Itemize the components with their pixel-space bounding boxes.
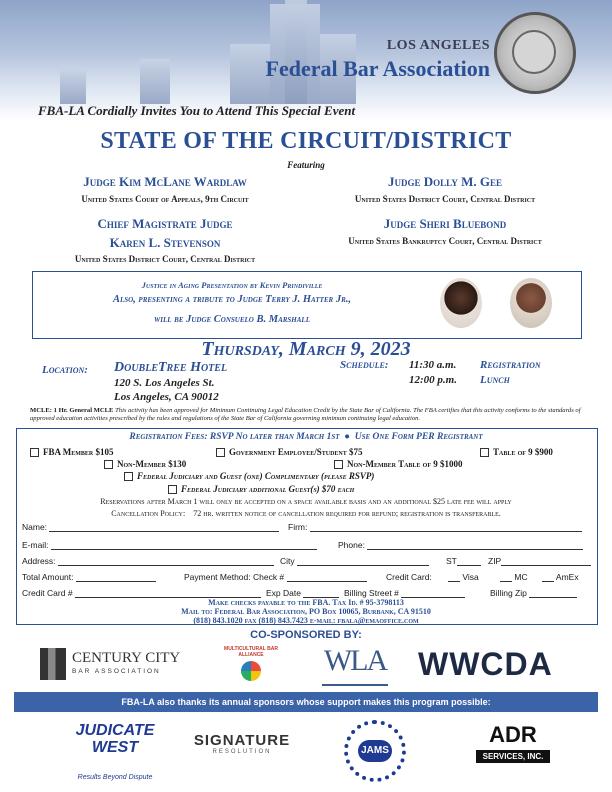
option-label: Non-Member Table of 9 $1000 [347,459,463,469]
featuring-label: Featuring [287,160,325,170]
judge-4 [310,216,580,246]
name-field[interactable] [22,522,279,532]
option-gov-employee[interactable] [216,447,363,457]
checkbox[interactable] [168,485,177,494]
multicultural-bar-logo [218,646,284,686]
judge-name: Judge Dolly M. Gee [388,174,502,189]
mcle-notice [30,407,586,423]
email-input[interactable] [51,541,317,550]
exp-field[interactable] [266,588,339,598]
option-table-9[interactable] [480,447,553,457]
option-label: Federal Judiciary additional Guest(s) $70 each [181,484,355,494]
logo-subtext: BAR ASSOCIATION [72,668,161,675]
state-input[interactable] [457,557,481,566]
payment-line-3: (818) 843.1020 fax (818) 843.7423 e-mail: fbala@emaoffice.com [193,616,419,625]
fees-text: Registration Fees: RSVP No later than March 1st [129,432,340,442]
checkbox[interactable] [334,460,343,469]
presentation-line-2: Also, presenting a tribute to Judge Terry J. Hatter Jr., [112,294,352,305]
alliance-icon [241,661,261,681]
billing-zip-field[interactable] [490,588,577,598]
skyline-building [140,59,170,104]
schedule-time: 11:30 a.m. [409,359,457,371]
judge-name: Judge Sheri Bluebond [383,216,507,231]
invite-line: FBA-LA Cordially Invites You to Attend This Special Event [38,103,356,118]
phone-field[interactable] [338,540,583,550]
payment-line-1: Make checks payable to the FBA. Tax Id. # 95-3798113 [208,598,404,607]
field-label: Total Amount: [22,572,74,582]
logo-text: CENTURY CITY [72,650,181,666]
jams-logo: JAMS [358,740,392,762]
judge-name: Chief Magistrate Judge [97,216,233,231]
one-form-text: Use One Form PER Registrant [354,432,483,442]
judge-2 [310,174,580,204]
org-name: Federal Bar Association [265,56,490,81]
schedule-item: Registration [480,359,541,371]
venue-street: 120 S. Los Angeles St. [114,377,215,389]
field-label: AmEx [555,572,579,582]
amex-option[interactable] [542,572,579,582]
amex-input[interactable] [542,573,554,582]
checkbox[interactable] [124,472,133,481]
option-label: FBA Member $105 [43,447,114,457]
location-label: Location: [42,364,88,376]
logo-text: MULTICULTURAL BAR ALLIANCE [224,646,278,658]
judge-court: United States District Court, Central District [74,254,256,264]
logo-subtext: SERVICES, INC. [476,750,550,763]
firm-input[interactable] [310,523,582,532]
judge-name: Judge Kim McLane Wardlaw [83,174,247,189]
field-label: ST [446,556,457,566]
cosponsors-heading: CO-SPONSORED BY: [250,629,362,641]
check-input[interactable] [287,573,367,582]
presentation-line-1: Justice in Aging Presentation by Kevin Prindiville [141,280,323,290]
city-input[interactable] [297,557,429,566]
field-label: Address: [22,556,56,566]
event-title: STATE OF THE CIRCUIT/DISTRICT [100,128,512,154]
city-field[interactable] [280,556,429,566]
schedule-time: 12:00 p.m. [409,374,457,386]
signature-logo [186,732,298,755]
card-type-field [386,572,432,582]
mc-option[interactable] [500,572,528,582]
judge-court: United States Court of Appeals, 9th Circuit [81,194,249,204]
zip-input[interactable] [501,557,591,566]
mc-input[interactable] [500,573,512,582]
card-number-input[interactable] [75,589,261,598]
total-input[interactable] [76,573,156,582]
visa-option[interactable] [448,572,479,582]
name-input[interactable] [49,523,279,532]
late-notice: Reservations after March 1 will only be accepted on a space available basis and an additional $25 late fee will apply [100,497,512,506]
logo-subtext: RESOLUTION [212,749,272,755]
option-non-member[interactable] [104,459,186,469]
billing-street-field[interactable] [344,588,465,598]
firm-field[interactable] [288,522,582,532]
judge-photo-1 [440,278,482,328]
mcle-label: MCLE: 1 Hr. General MCLE [30,407,114,414]
field-label: Payment Method: Check # [184,572,285,582]
schedule-label: Schedule: [340,359,389,371]
option-label: Federal Judiciary and Guest (one) Complimentary (please RSVP) [137,471,375,481]
total-field[interactable] [22,572,156,582]
skyline-tower [285,0,307,104]
checkbox[interactable] [30,448,39,457]
billing-street-input[interactable] [401,589,465,598]
field-label: Credit Card: [386,572,432,582]
field-label: ZIP [488,556,502,566]
adr-services-logo [476,722,550,778]
building-icon [40,648,66,680]
field-label: Phone: [338,540,365,550]
state-field[interactable] [446,556,481,566]
cancellation-policy [16,509,596,518]
org-city: LOS ANGELES [386,38,490,53]
payment-info [16,598,596,625]
field-label: City [280,556,295,566]
presentation-line-3: will be Judge Consuelo B. Marshall [154,314,310,325]
card-number-field[interactable] [22,588,261,598]
sponsors-bar: FBA-LA also thanks its annual sponsors whose support makes this program possible: [14,692,598,712]
judge-court: United States District Court, Central District [354,194,536,204]
field-label: Exp Date [266,588,301,598]
event-date: Thursday, March 9, 2023 [201,338,411,360]
venue-city: Los Angeles, CA 90012 [114,391,219,403]
field-label: Firm: [288,522,308,532]
field-label: MC [514,572,528,582]
option-non-member-table[interactable] [334,459,463,469]
judge-1 [40,174,290,204]
payment-line-2: Mail to: Federal Bar Association, PO Box 10065, Burbank, CA 91510 [181,607,431,616]
wwcda-logo: WWCDA [418,646,553,682]
checkbox[interactable] [104,460,113,469]
wla-logo: WLA [322,644,388,686]
option-label: Table of 9 $900 [493,447,553,457]
venue-name: DoubleTree Hotel [114,360,228,375]
phone-input[interactable] [367,541,583,550]
exp-input[interactable] [303,589,339,598]
option-fba-member[interactable] [30,447,114,457]
judge-court: United States Bankruptcy Court, Central District [348,236,542,246]
seal-emblem-icon [512,30,556,74]
field-label: Billing Street # [344,588,399,598]
checkbox[interactable] [480,448,489,457]
field-label: Billing Zip [490,588,527,598]
century-city-logo [40,646,190,682]
payment-field[interactable] [184,572,367,582]
option-label: Non-Member $130 [117,459,187,469]
schedule-item: Lunch [480,374,510,386]
cancel-text: 72 hr. written notice of cancellation required for refund; registration is transferable. [193,509,501,518]
skyline-building [60,69,86,104]
option-label: Government Employee/Student $75 [229,447,363,457]
logo-text: ADR [489,722,537,747]
judge-name-2: Karen L. Stevenson [109,235,221,250]
logo-tagline: Results Beyond Dispute [77,774,153,781]
field-label: E-mail: [22,540,49,550]
judicate-west-logo [70,722,160,782]
logo-text: SIGNATURE [193,732,291,749]
zip-field[interactable] [488,556,591,566]
address-input[interactable] [58,557,274,566]
address-field[interactable] [22,556,274,566]
field-label: Name: [22,522,48,532]
billing-zip-input[interactable] [529,589,577,598]
cancel-label: Cancellation Policy: [111,509,186,518]
mcle-text: This activity has been approved for Minimum Continuing Legal Education Credit by the State Bar of California. The FBA certifies that this activity conforms to the standards of approved education activities prescribed by the rules and regulations of the State Bar of California governing minimum continuing legal education. [30,407,581,422]
field-label: Credit Card # [22,588,73,598]
checkbox[interactable] [216,448,225,457]
field-label: Visa [462,572,479,582]
email-field[interactable] [22,540,317,550]
visa-input[interactable] [448,573,460,582]
option-federal-additional[interactable] [168,484,354,494]
logo-text: JUDICATE WEST [75,722,155,756]
judge-photo-2 [510,278,552,328]
fees-line: Registration Fees: RSVP No later than March 1st ● Use One Form PER Registrant [129,432,483,442]
judge-3 [40,216,290,264]
option-federal-guest[interactable] [124,471,374,481]
